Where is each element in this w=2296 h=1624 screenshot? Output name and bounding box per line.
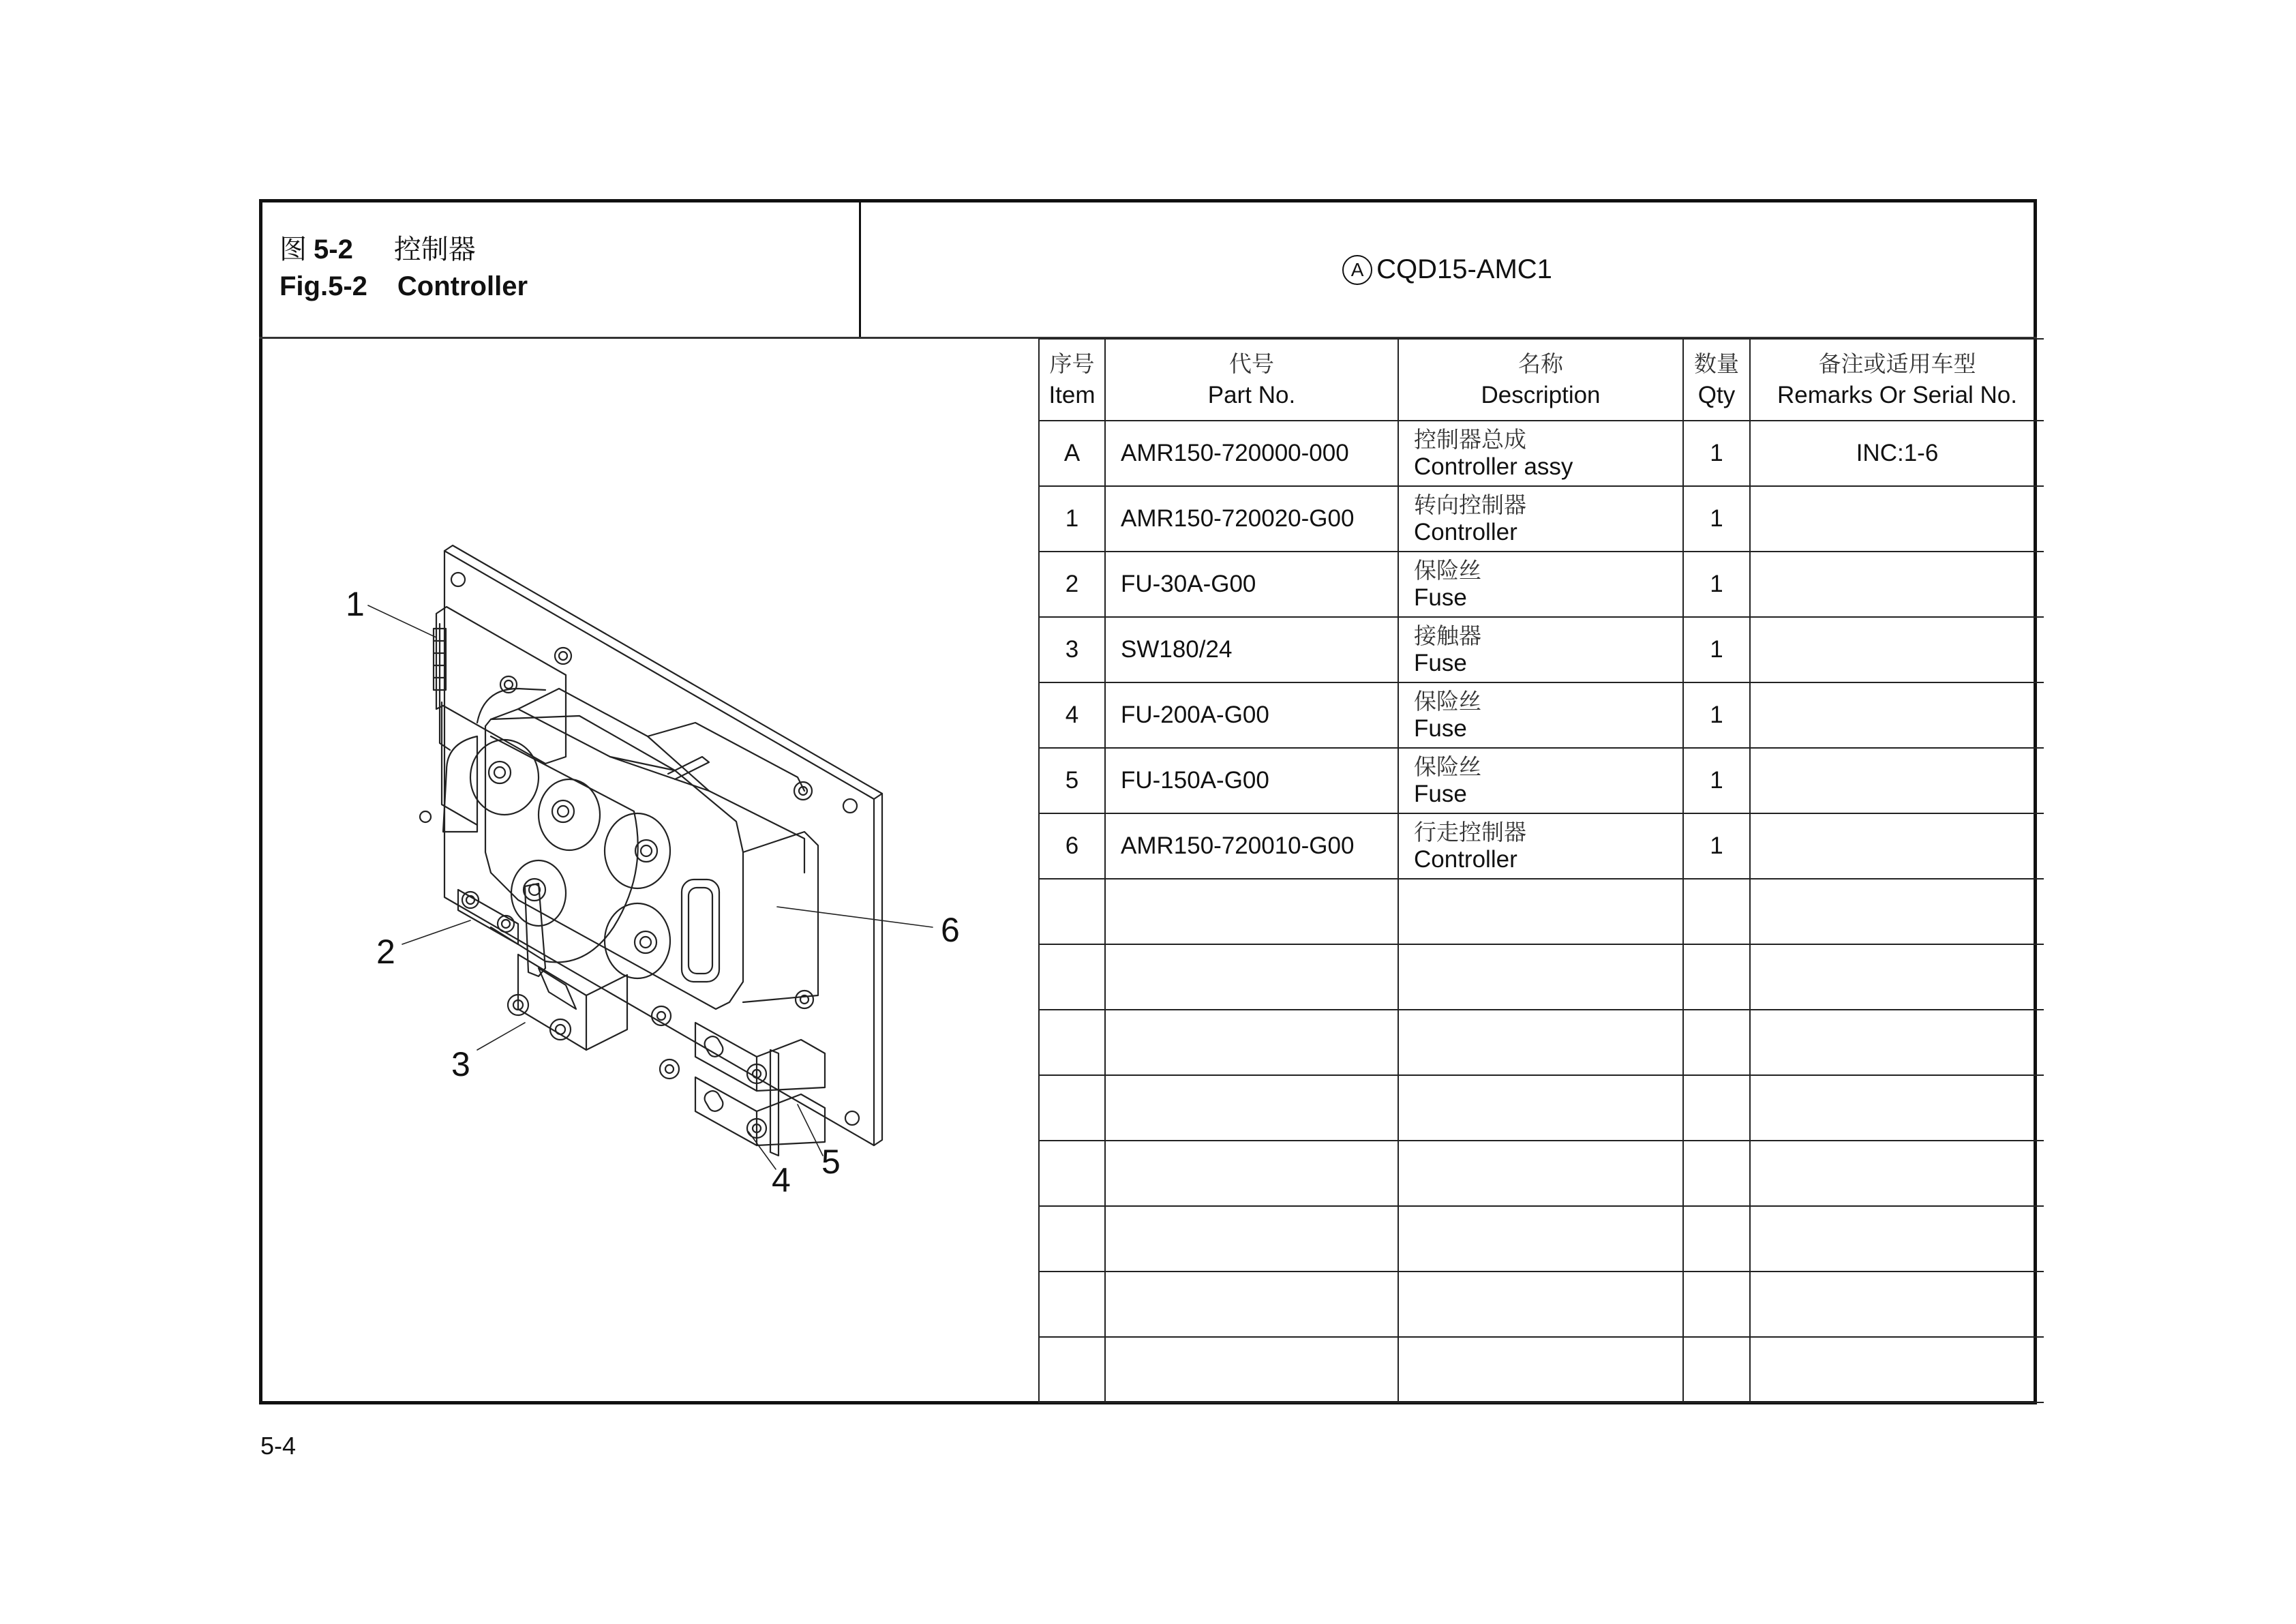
cell-description	[1398, 944, 1683, 1010]
cell-remarks	[1750, 486, 2044, 552]
cell-remarks	[1750, 552, 2044, 617]
cell-part-no	[1105, 1206, 1398, 1272]
cell-item: 5	[1039, 748, 1105, 813]
description-cn: 保险丝	[1414, 753, 1481, 780]
description-en: Fuse	[1414, 584, 1467, 611]
table-row-empty	[1039, 1010, 2044, 1075]
cell-qty	[1683, 1337, 1750, 1402]
cell-qty: 1	[1683, 421, 1750, 486]
cell-item: 1	[1039, 486, 1105, 552]
col-header-remarks: 备注或适用车型 Remarks Or Serial No.	[1750, 339, 2044, 421]
callout-6: 6	[941, 911, 960, 949]
cell-description	[1398, 813, 1683, 879]
cell-remarks	[1750, 1206, 2044, 1272]
cell-item	[1039, 944, 1105, 1010]
figure-title-en-text: Controller	[397, 271, 528, 301]
cell-part-no: AMR150-720010-G00	[1105, 813, 1398, 879]
cell-description	[1398, 1206, 1683, 1272]
cell-description	[1398, 682, 1683, 748]
cell-item	[1039, 879, 1105, 944]
callout-1: 1	[346, 585, 365, 623]
figure-number: 5-2	[314, 235, 353, 265]
model-code-text: CQD15-AMC1	[1376, 254, 1552, 284]
description-cn: 接触器	[1414, 622, 1481, 649]
cell-description	[1398, 879, 1683, 944]
cell-item	[1039, 1075, 1105, 1141]
cell-remarks	[1750, 1272, 2044, 1337]
description-en: Fuse	[1414, 781, 1467, 807]
figure-title	[259, 199, 860, 338]
cell-part-no: FU-30A-G00	[1105, 552, 1398, 617]
cell-qty: 1	[1683, 813, 1750, 879]
cell-description	[1398, 1272, 1683, 1337]
cell-part-no: AMR150-720020-G00	[1105, 486, 1398, 552]
cell-part-no	[1105, 1337, 1398, 1402]
cell-item: A	[1039, 421, 1105, 486]
cell-part-no: FU-150A-G00	[1105, 748, 1398, 813]
cell-description	[1398, 1141, 1683, 1206]
cell-qty	[1683, 1010, 1750, 1075]
cell-item	[1039, 1206, 1105, 1272]
cell-part-no: AMR150-720000-000	[1105, 421, 1398, 486]
cell-remarks	[1750, 682, 2044, 748]
cell-qty: 1	[1683, 748, 1750, 813]
table-row	[1039, 748, 2044, 813]
description-en: Fuse	[1414, 715, 1467, 742]
cell-remarks: INC:1-6	[1750, 421, 2044, 486]
cell-item: 2	[1039, 552, 1105, 617]
table-row-empty	[1039, 879, 2044, 944]
cell-item	[1039, 1337, 1105, 1402]
cell-remarks	[1750, 617, 2044, 682]
table-row-empty	[1039, 1075, 2044, 1141]
figure-title-en	[280, 271, 528, 302]
callout-4: 4	[772, 1161, 791, 1199]
cell-qty: 1	[1683, 682, 1750, 748]
description-en: Controller	[1414, 846, 1517, 873]
cell-remarks	[1750, 879, 2044, 944]
table-row	[1039, 486, 2044, 552]
cell-remarks	[1750, 1141, 2044, 1206]
cell-qty	[1683, 1141, 1750, 1206]
table-row-empty	[1039, 1272, 2044, 1337]
description-en: Controller assy	[1414, 453, 1573, 480]
description-en: Controller	[1414, 519, 1517, 545]
col-header-part-no: 代号 Part No.	[1105, 339, 1398, 421]
cell-part-no	[1105, 1141, 1398, 1206]
cell-part-no	[1105, 1272, 1398, 1337]
figure-prefix-en: Fig.5-2	[280, 271, 367, 301]
cell-description	[1398, 1075, 1683, 1141]
cell-remarks	[1750, 1075, 2044, 1141]
col-header-item: 序号 Item	[1039, 339, 1105, 421]
table-row-empty	[1039, 1337, 2044, 1402]
cell-item: 6	[1039, 813, 1105, 879]
cell-item: 3	[1039, 617, 1105, 682]
cell-qty: 1	[1683, 617, 1750, 682]
cell-description	[1398, 1337, 1683, 1402]
figure-title-cn-text: 控制器	[393, 235, 476, 265]
cell-qty	[1683, 1272, 1750, 1337]
table-header-row	[1039, 339, 2044, 421]
model-code	[861, 202, 2034, 337]
cell-description	[1398, 486, 1683, 552]
cell-remarks	[1750, 813, 2044, 879]
cell-qty: 1	[1683, 552, 1750, 617]
table-row	[1039, 813, 2044, 879]
cell-remarks	[1750, 748, 2044, 813]
cell-qty	[1683, 1075, 1750, 1141]
figure-prefix-cn: 图	[280, 235, 307, 265]
cell-description	[1398, 617, 1683, 682]
table-row	[1039, 682, 2044, 748]
parts-table-body	[1039, 421, 2044, 1402]
callout-3: 3	[451, 1045, 470, 1083]
description-cn: 行走控制器	[1414, 819, 1526, 845]
cell-qty	[1683, 879, 1750, 944]
description-cn: 转向控制器	[1414, 492, 1526, 518]
controller-line-drawing	[262, 339, 1038, 1401]
cell-remarks	[1750, 944, 2044, 1010]
cell-item	[1039, 1272, 1105, 1337]
cell-remarks	[1750, 1337, 2044, 1402]
table-row-empty	[1039, 944, 2044, 1010]
table-row	[1039, 421, 2044, 486]
cell-qty	[1683, 944, 1750, 1010]
description-cn: 控制器总成	[1414, 426, 1526, 453]
cell-item	[1039, 1141, 1105, 1206]
col-header-qty: 数量 Qty	[1683, 339, 1750, 421]
cell-description	[1398, 552, 1683, 617]
exploded-drawing	[262, 339, 1038, 1401]
description-cn: 保险丝	[1414, 688, 1481, 715]
cell-part-no	[1105, 944, 1398, 1010]
parts-table	[1038, 338, 2044, 1403]
callout-5: 5	[821, 1143, 841, 1181]
cell-description	[1398, 421, 1683, 486]
cell-description	[1398, 1010, 1683, 1075]
table-row-empty	[1039, 1206, 2044, 1272]
description-cn: 保险丝	[1414, 557, 1481, 584]
cell-item: 4	[1039, 682, 1105, 748]
cell-remarks	[1750, 1010, 2044, 1075]
table-row	[1039, 552, 2044, 617]
col-header-description: 名称 Description	[1398, 339, 1683, 421]
table-row-empty	[1039, 1141, 2044, 1206]
description-en: Fuse	[1414, 650, 1467, 676]
cell-part-no	[1105, 1075, 1398, 1141]
figure-title-cn	[280, 228, 476, 267]
cell-qty	[1683, 1206, 1750, 1272]
circled-a-marker: A	[1342, 255, 1372, 285]
cell-part-no: SW180/24	[1105, 617, 1398, 682]
table-row	[1039, 617, 2044, 682]
page-number: 5-4	[260, 1432, 297, 1460]
cell-part-no	[1105, 1010, 1398, 1075]
cell-description	[1398, 748, 1683, 813]
cell-item	[1039, 1010, 1105, 1075]
cell-part-no	[1105, 879, 1398, 944]
cell-part-no: FU-200A-G00	[1105, 682, 1398, 748]
callout-2: 2	[376, 933, 395, 971]
cell-qty: 1	[1683, 486, 1750, 552]
